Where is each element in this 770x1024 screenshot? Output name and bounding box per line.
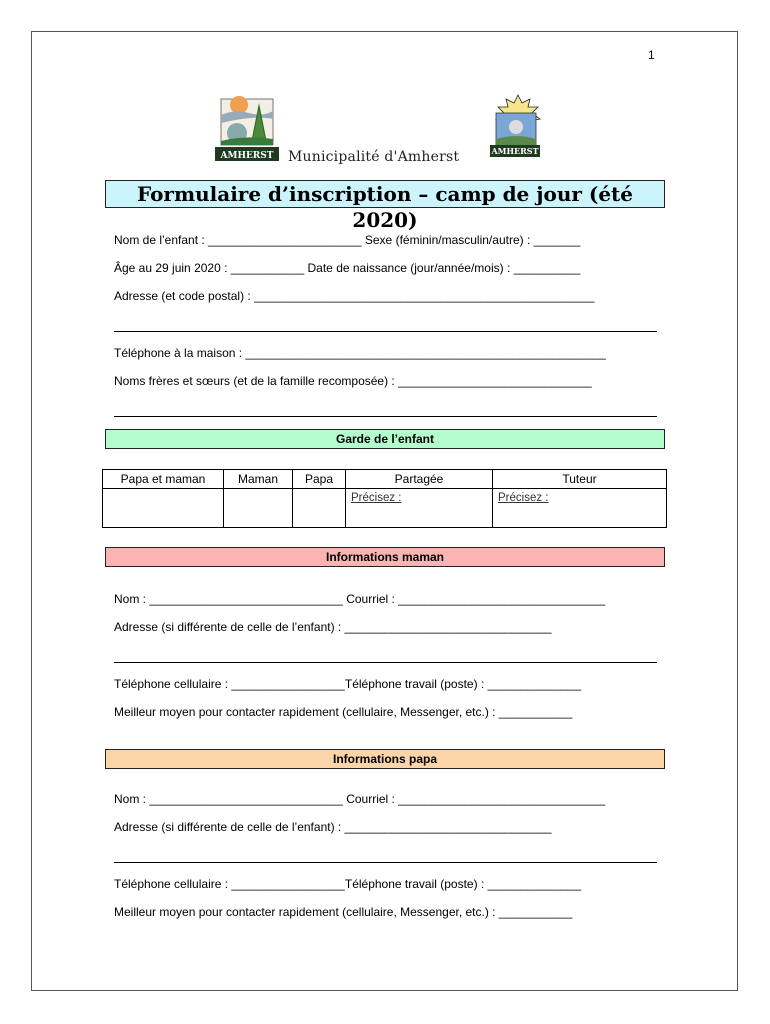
custody-col-guardian: Tuteur [493,470,667,489]
custody-cell-guardian[interactable] [493,489,667,528]
custody-cell-mother[interactable] [224,489,293,528]
custody-table [102,469,667,528]
father-contact-method-line[interactable]: Meilleur moyen pour contacter rapidement (cellulaire, Messenger, etc.) : ___________ [114,905,573,919]
custody-cell-both[interactable] [103,489,224,528]
child-address-line[interactable]: Adresse (et code postal) : ___________________________________________________ [114,289,595,303]
custody-col-shared: Partagée [346,470,493,489]
custody-col-father: Papa [293,470,346,489]
form-title: Formulaire d’inscription – camp de jour (été 2020) [105,180,665,208]
custody-cell-shared[interactable] [346,489,493,528]
municipality-name: Municipalité d'Amherst [288,149,460,165]
father-phones-line[interactable]: Téléphone cellulaire : _________________Téléphone travail (poste) : ______________ [114,877,582,891]
page-number: 1 [648,48,655,62]
guardian-specify-label: Précisez : [498,492,549,504]
child-name-sex-line[interactable]: Nom de l’enfant : _______________________ Sexe (féminin/masculin/autre) : _______ [114,233,581,247]
father-name-email-line[interactable]: Nom : _____________________________ Courriel : _______________________________ [114,792,606,806]
child-address-continuation[interactable] [114,331,657,332]
child-age-birthdate-line[interactable]: Âge au 29 juin 2020 : ___________ Date de naissance (jour/année/mois) : __________ [114,261,581,275]
mother-name-email-line[interactable]: Nom : _____________________________ Courriel : _______________________________ [114,592,606,606]
amherst-logo-right [486,93,550,159]
logo-left-text: AMHERST [220,151,274,161]
siblings-line[interactable]: Noms frères et sœurs (et de la famille recomposée) : _____________________________ [114,374,592,388]
father-address-line[interactable]: Adresse (si différente de celle de l’enfant) : _______________________________ [114,820,552,834]
mother-section-heading: Informations maman [105,547,665,567]
mother-address-continuation[interactable] [114,662,657,663]
mother-phones-line[interactable]: Téléphone cellulaire : _________________Téléphone travail (poste) : ______________ [114,677,582,691]
custody-col-mother: Maman [224,470,293,489]
father-section-heading: Informations papa [105,749,665,769]
father-address-continuation[interactable] [114,862,657,863]
logo-right-text: AMHERST [491,146,539,156]
custody-col-both: Papa et maman [103,470,224,489]
mother-address-line[interactable]: Adresse (si différente de celle de l’enfant) : _______________________________ [114,620,552,634]
child-home-phone-line[interactable]: Téléphone à la maison : ______________________________________________________ [114,346,606,360]
custody-section-heading: Garde de l’enfant [105,429,665,449]
shared-specify-label: Précisez : [351,492,402,504]
siblings-continuation[interactable] [114,416,657,417]
custody-cell-father[interactable] [293,489,346,528]
mother-contact-method-line[interactable]: Meilleur moyen pour contacter rapidement (cellulaire, Messenger, etc.) : ___________ [114,705,573,719]
amherst-logo-left [215,95,279,165]
